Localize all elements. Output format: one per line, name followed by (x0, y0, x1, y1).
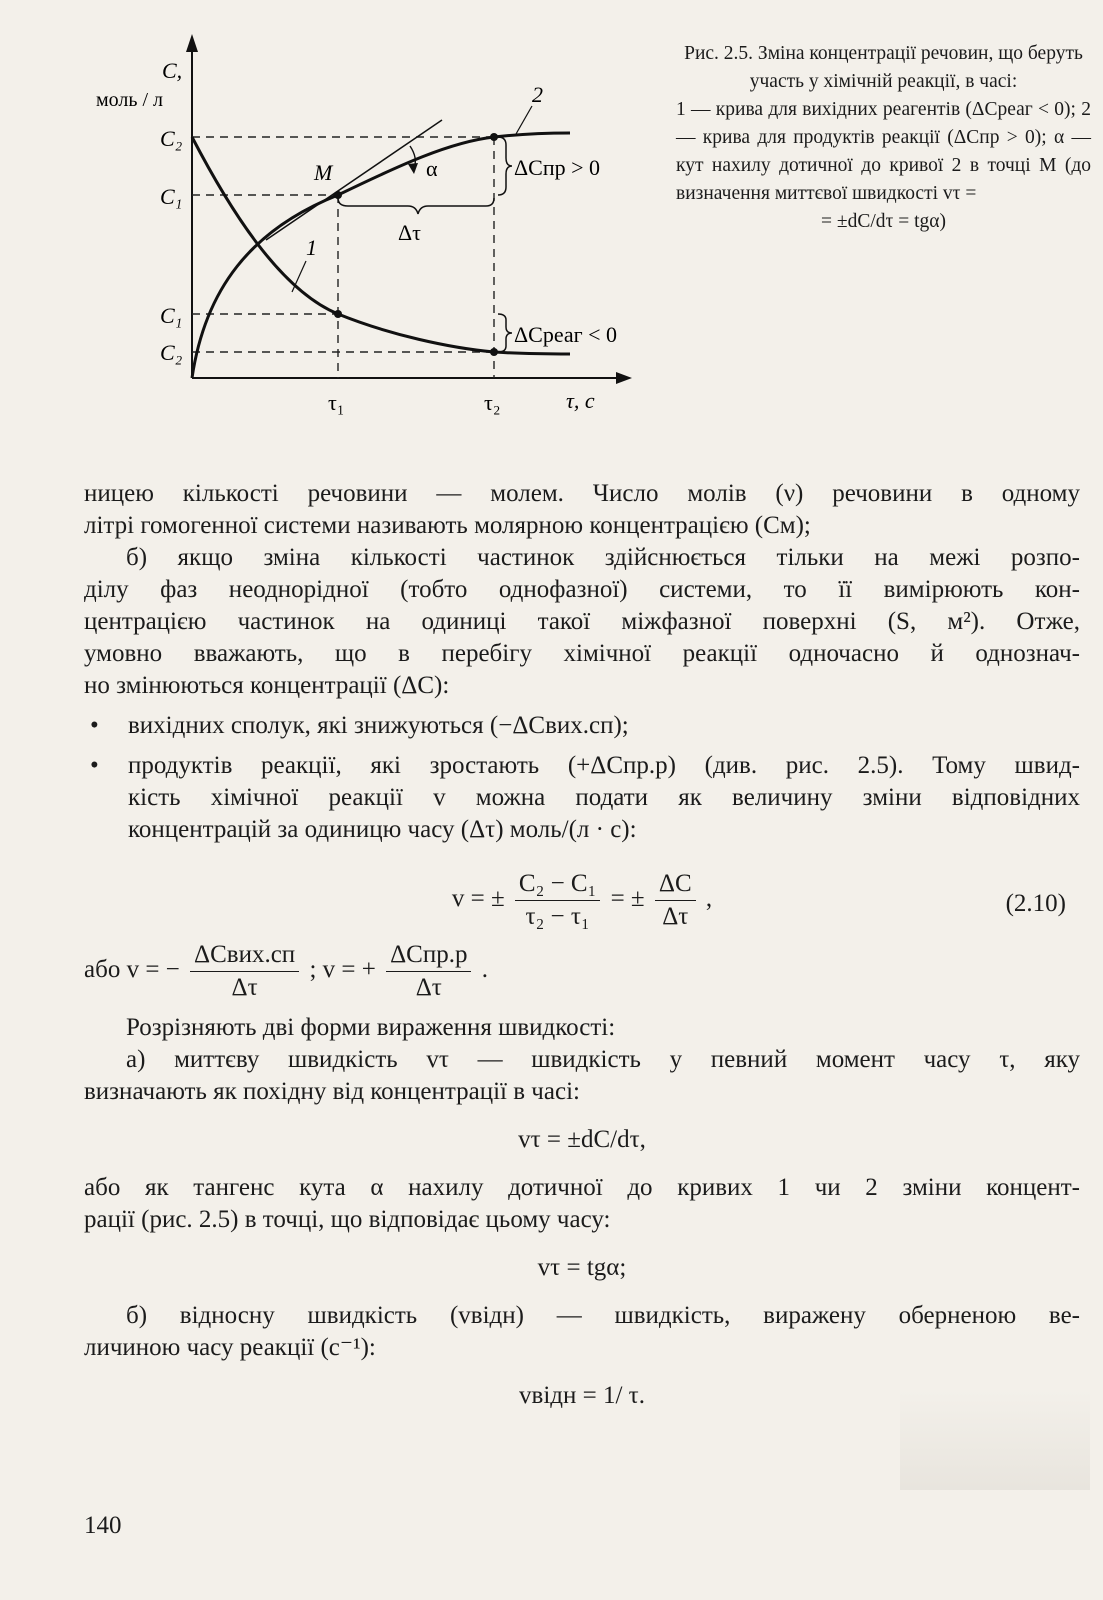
eq-end: , (705, 885, 713, 913)
alternative-formulas (84, 939, 1080, 1004)
paragraph-4-line-2: визначають як похідну від концентрації в часі: (84, 1078, 580, 1105)
delta-c-reag-label: ΔCреаг < 0 (514, 322, 618, 347)
guide-lines (192, 137, 494, 378)
bleed-through-shading (900, 1390, 1090, 1490)
concentration-time-figure (80, 30, 660, 430)
eq-mid: = ± (610, 885, 645, 913)
paragraph-2-line-3: центрацією частинок на одиниці такої міжфазної поверхні (S, м²). Отже, (84, 608, 1080, 635)
delta-c-reag-bracket (498, 314, 512, 352)
formula-relative-rate: vвідн = 1/ τ. (519, 1382, 645, 1409)
paragraph-6-line-1: б) відносну швидкість (vвідн) — швидкість, виражену оберненою ве- (126, 1302, 1080, 1329)
abo-left: або v = − (84, 956, 180, 984)
paragraph-6-line-2: личиною часу реакції (с⁻¹): (84, 1334, 376, 1361)
alpha-arc-arrow (408, 163, 418, 174)
abo-denominator-2: Δτ (415, 974, 442, 1001)
x-axis-label: τ, c (566, 388, 595, 413)
abo-denominator-1: Δτ (231, 974, 258, 1001)
paragraph-1-line-2: літрі гомогенної системи називають молярною концентрацією (Cм); (84, 512, 811, 539)
paragraph-2-line-1: б) якщо зміна кількості частинок здійснюється тільки на межі розпо- (126, 544, 1080, 571)
paragraph-3: Розрізняють дві форми вираження швидкості: (126, 1014, 616, 1041)
eq-denominator-2: Δτ (662, 903, 689, 930)
caption-title: Рис. 2.5. Зміна концентрації речовин, що беруть участь у хімічній реакції, в часі: (684, 43, 1083, 92)
alpha-label: α (426, 156, 438, 181)
bullet-2-line-1: продуктів реакції, які зростають (+ΔCпр.р) (див. рис. 2.5). Тому швид- (128, 752, 1080, 779)
eq-numerator-2: ΔC (655, 868, 696, 901)
paragraph-1-line-1: ницею кількості речовини — молем. Число молів (ν) речовини в одному (84, 480, 1080, 507)
point-m-label: M (314, 160, 333, 185)
paragraph-2-line-4: умовно вважають, що в перебігу хімічної реакції одночасно й однознач- (84, 640, 1080, 667)
delta-c-pr-label: ΔCпр > 0 (514, 155, 601, 180)
eq-numerator-1: C₂ − C₁ (515, 868, 600, 901)
point-c2-bottom (490, 348, 498, 356)
delta-c-pr-bracket (498, 137, 512, 195)
curve-1-label: 1 (306, 235, 317, 260)
abo-fraction-2 (386, 939, 471, 1004)
y-tick-c1-bottom: C₁ (160, 303, 183, 328)
y-tick-c2-top: C₂ (160, 126, 183, 151)
bullet-item-1 (84, 710, 1080, 742)
bullet-item-2 (84, 750, 1080, 846)
y-tick-c2-bottom: C₂ (160, 340, 183, 365)
y-axis-label-unit: моль / л (96, 89, 164, 111)
bullet-dot: • (90, 752, 99, 779)
x-tick-tau1: τ₁ (328, 390, 345, 415)
caption-body: 1 — крива для вихідних реагентів (ΔCреаг < 0); 2 — крива для продуктів реакції (ΔCпр > 0); α — кут нахилу дотичної до кривої 2 в точці M (до визначення миттєвої швидкості vτ = (676, 99, 1091, 204)
eq-denominator-1: τ₂ − τ₁ (525, 903, 590, 930)
paragraph-4-line-1: а) миттєву швидкість vτ — швидкість у певний момент часу τ, яку (126, 1046, 1080, 1073)
point-c2-top (490, 133, 498, 141)
y-axis-label-c: C, (162, 58, 183, 83)
y-tick-c1-top: C₁ (160, 184, 183, 209)
formula-tangent: vτ = tgα; (537, 1254, 627, 1281)
bullet-dot: • (90, 712, 99, 739)
paragraph-5-line-1: або як тангенс кута α нахилу дотичної до кривих 1 чи 2 зміни концент- (84, 1174, 1080, 1201)
curve-2-leader (516, 106, 532, 134)
formula-instant-rate: vτ = ±dC/dτ, (518, 1126, 646, 1153)
page-number: 140 (84, 1512, 122, 1539)
equation-number: (2.10) (1005, 890, 1066, 917)
x-tick-tau2: τ₂ (484, 390, 501, 415)
delta-tau-label: Δτ (398, 220, 421, 245)
abo-numerator-1: ΔCвих.сп (190, 939, 299, 972)
abo-end: . (481, 956, 488, 984)
curve-2-label: 2 (532, 82, 543, 107)
equation-2-10 (84, 868, 1080, 933)
caption-formula: = ±dC/dτ = tgα) (821, 211, 946, 232)
eq-fraction-2 (655, 868, 696, 933)
paragraph-2-line-5: но змінюються концентрації (ΔC): (84, 672, 450, 699)
y-axis-arrow (186, 34, 198, 52)
point-m (334, 191, 342, 199)
bullet-1-text: вихідних сполук, які знижуються (−ΔCвих.сп); (128, 712, 629, 739)
eq-left: v = ± (451, 885, 505, 913)
point-c1-bottom (334, 310, 342, 318)
abo-numerator-2: ΔCпр.р (386, 939, 471, 972)
figure-caption (676, 40, 1091, 236)
x-axis-arrow (616, 372, 632, 384)
delta-tau-bracket (338, 198, 494, 214)
abo-fraction-1 (190, 939, 299, 1004)
bullet-2-line-2: кість хімічної реакції v можна подати як величину зміни відповідних (128, 784, 1080, 811)
bullet-2-line-3: концентрацій за одиницю часу (Δτ) моль/(л · с): (128, 816, 637, 843)
abo-mid: ; v = + (309, 956, 376, 984)
eq-fraction-1 (515, 868, 600, 933)
paragraph-5-line-2: рації (рис. 2.5) в точці, що відповідає цьому часу: (84, 1206, 611, 1233)
paragraph-2-line-2: ділу фаз неоднорідної (тобто однофазної) системи, то її вимірюють кон- (84, 576, 1080, 603)
body-text (84, 478, 1080, 1428)
